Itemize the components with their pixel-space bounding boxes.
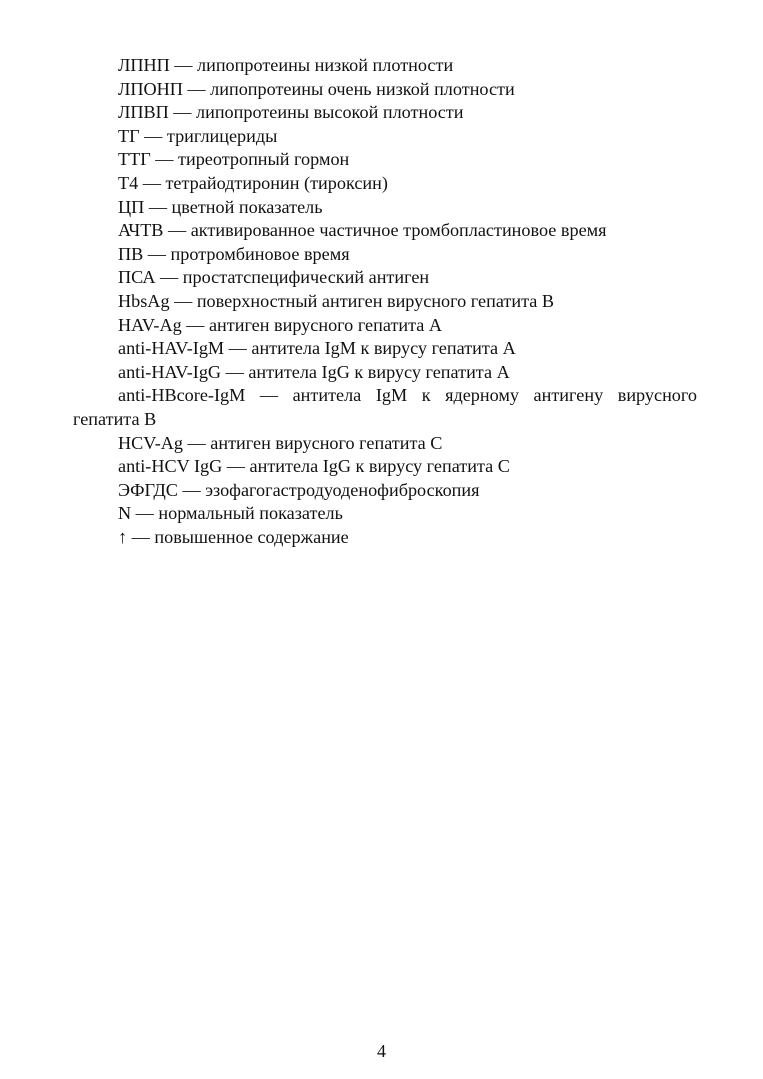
abbreviation-item: anti-HAV-IgG — антитела IgG к вирусу гепатита А xyxy=(118,361,510,382)
abbreviation-item: ЭФГДС — эзофагогастродуоденофиброскопия xyxy=(118,479,480,500)
abbreviation-item: ПВ — протромбиновое время xyxy=(118,243,350,264)
abbreviation-item: N — нормальный показатель xyxy=(118,503,343,524)
abbreviation-item: ЦП — цветной показатель xyxy=(118,196,323,217)
abbreviation-item: anti-HAV-IgM — антитела IgM к вирусу гепатита А xyxy=(118,338,516,359)
abbreviation-item: Т4 — тетрайодтиронин (тироксин) xyxy=(118,172,388,193)
abbreviation-item: HAV-Ag — антиген вирусного гепатита А xyxy=(118,314,443,335)
abbreviation-item: ↑ — повышенное содержание xyxy=(118,526,349,547)
abbreviation-item: ТГ — триглицериды xyxy=(118,125,278,146)
abbreviation-item: HCV-Ag — антиген вирусного гепатита С xyxy=(118,432,443,453)
abbreviation-item: ПСА — простатспецифический антиген xyxy=(118,267,430,288)
abbreviation-item: АЧТВ — активированное частичное тромбопластиновое время xyxy=(118,220,607,241)
abbreviation-item: ТТГ — тиреотропный гормон xyxy=(118,149,350,170)
abbreviation-item: anti-HCV IgG — антитела IgG к вирусу гепатита С xyxy=(118,456,510,477)
abbreviation-item: HbsAg — поверхностный антиген вирусного гепатита В xyxy=(118,290,555,311)
page-number: 4 xyxy=(377,1041,386,1061)
abbreviation-list xyxy=(73,54,697,549)
abbreviation-item: ЛПНП — липопротеины низкой плотности xyxy=(118,55,454,75)
abbreviation-item: ЛПОНП — липопротеины очень низкой плотности xyxy=(118,78,515,99)
abbreviation-item: anti-HBcore-IgM — антитела IgM к ядерному антигену вирусного гепатита В xyxy=(73,385,697,429)
abbreviation-item: ЛПВП — липопротеины высокой плотности xyxy=(118,102,464,123)
